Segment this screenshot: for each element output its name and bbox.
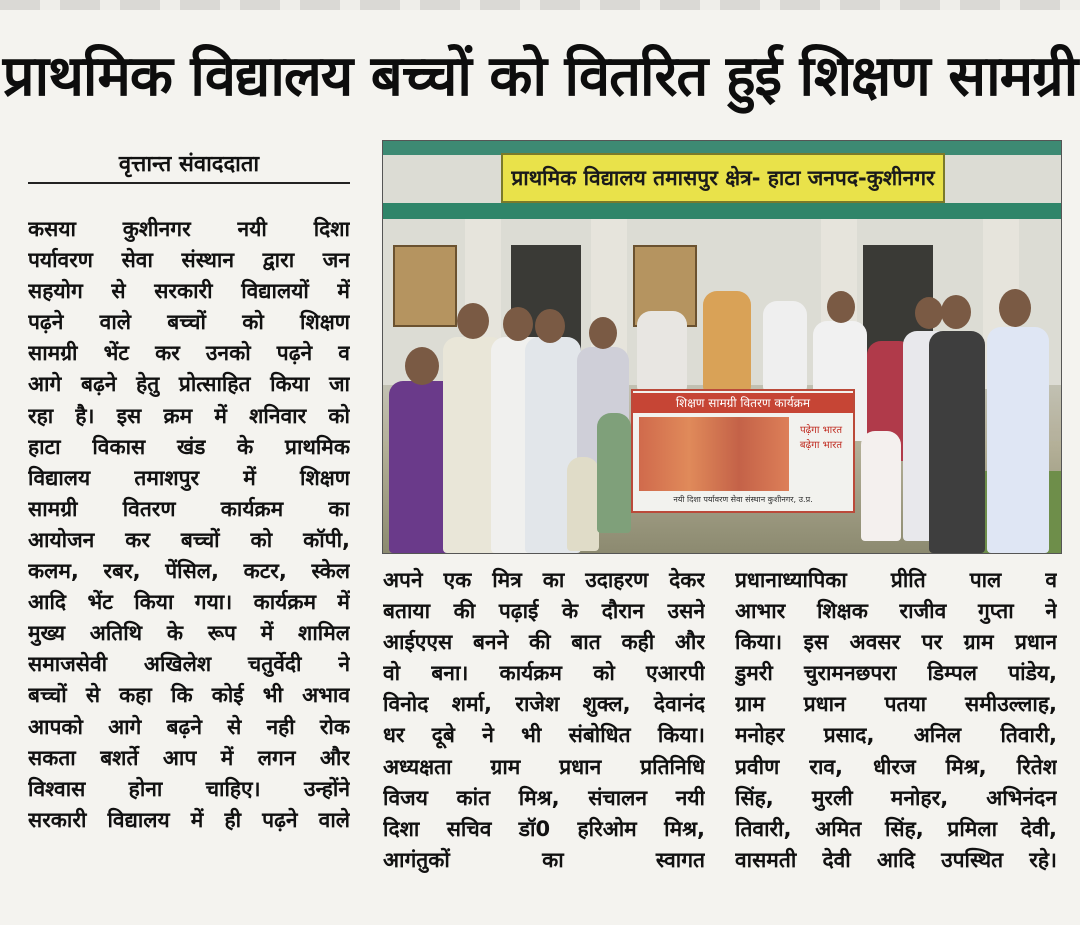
person [987, 327, 1049, 553]
person-head [915, 297, 943, 329]
text-line: दिशा सचिव डॉ0 हरिओम मिश्र, [383, 816, 705, 841]
text-line: विश्वास होना चाहिए। उन्होंने [28, 776, 350, 801]
person-head [503, 307, 533, 341]
text-line: पर्यावरण सेवा संस्थान द्वारा जन [28, 248, 350, 273]
article-column-3 [735, 565, 1057, 876]
school-signboard: प्राथमिक विद्यालय तमासपुर क्षेत्र- हाटा जनपद-कुशीनगर [501, 153, 945, 203]
byline: वृत्तान्त संवाददाता [28, 148, 350, 184]
article-column-1 [28, 214, 350, 836]
text-line: कलम, रबर, पेंसिल, कटर, स्केल [28, 559, 350, 584]
text-line: प्रवीण राव, धीरज मिश्र, रितेश [735, 754, 1057, 779]
text-line: सामग्री भेंट कर उनको पढ़ने व [28, 341, 350, 366]
text-line: वो बना। कार्यक्रम को एआरपी [383, 661, 705, 686]
person-head [999, 289, 1031, 327]
text-line: आपको आगे बढ़ने से नही रोक [28, 714, 350, 739]
text-line: वासमती देवी आदि उपस्थित रहे। [735, 847, 1057, 872]
person-head [827, 291, 855, 323]
news-photo [382, 140, 1062, 554]
text-line: ग्राम प्रधान पतया समीउल्लाह, [735, 692, 1057, 717]
text-line: विनोद शर्मा, राजेश शुक्ल, देवानंद [383, 692, 705, 717]
banner-slogan: पढ़ेगा भारत बढ़ेगा भारत [799, 425, 843, 451]
person [763, 301, 807, 391]
person [929, 331, 985, 553]
text-line: हाटा विकास खंड के प्राथमिक [28, 434, 350, 459]
child [597, 413, 631, 533]
text-line: धर दूबे ने भी संबोधित किया। [383, 723, 705, 748]
article-column-2 [383, 565, 705, 876]
text-line: आगंतुकों का स्वागत [383, 847, 705, 872]
text-line: प्रधानाध्यापिका प्रीति पाल व [735, 568, 1057, 592]
text-line: आदि भेंट किया गया। कार्यक्रम में [28, 590, 350, 615]
previous-article-strip [0, 0, 1080, 10]
text-line: सामग्री वितरण कार्यक्रम का [28, 496, 350, 521]
notice-board [393, 245, 457, 327]
text-line: अध्यक्षता ग्राम प्रधान प्रतिनिधि [383, 754, 705, 779]
child [567, 457, 599, 551]
text-line: रहा है। इस क्रम में शनिवार को [28, 403, 350, 428]
text-line: सकता बशर्ते आप में लगन और [28, 745, 350, 770]
text-line: डुमरी चुरामनछपरा डिम्पल पांडेय, [735, 661, 1057, 686]
banner-group-photo [639, 417, 789, 491]
person-head [941, 295, 971, 329]
person-head [535, 309, 565, 343]
text-line: समाजसेवी अखिलेश चतुर्वेदी ने [28, 652, 350, 677]
headline: प्राथमिक विद्यालय बच्चों को वितरित हुई शिक्षण सामग्री [2, 44, 1078, 109]
text-line: मुख्य अतिथि के रूप में शामिल [28, 621, 350, 646]
person-head [457, 303, 489, 339]
green-band [383, 203, 1061, 219]
text-line: आभार शिक्षक राजीव गुप्ता ने [735, 599, 1057, 624]
text-line: आईएएस बनने की बात कही और [383, 630, 705, 655]
banner-title: शिक्षण सामग्री वितरण कार्यक्रम [633, 393, 853, 413]
text-line: सहयोग से सरकारी विद्यालयों में [28, 279, 350, 304]
person-head [589, 317, 617, 349]
text-line: आयोजन कर बच्चों को कॉपी, [28, 527, 350, 552]
text-line: आगे बढ़ने हेतु प्रोत्साहित किया जा [28, 372, 350, 397]
text-line: किया। इस अवसर पर ग्राम प्रधान [735, 630, 1057, 655]
child [861, 431, 901, 541]
text-line: सिंह, मुरली मनोहर, अभिनंदन [735, 785, 1057, 810]
person [703, 291, 751, 391]
text-line: सरकारी विद्यालय में ही पढ़ने वाले [28, 807, 350, 832]
text-line: कसया कुशीनगर नयी दिशा [28, 217, 350, 241]
text-line: बच्चों से कहा कि कोई भी अभाव [28, 683, 350, 708]
person-head [405, 347, 439, 385]
text-line: तिवारी, अमित सिंह, प्रमिला देवी, [735, 816, 1057, 841]
text-line: अपने एक मित्र का उदाहरण देकर [383, 568, 705, 592]
text-line: विजय कांत मिश्र, संचालन नयी [383, 785, 705, 810]
banner-footer: नयी दिशा पर्यावरण सेवा संस्थान कुशीनगर, उ.प्र. [673, 495, 813, 504]
person [637, 311, 687, 391]
event-flex-banner [631, 389, 855, 513]
text-line: पढ़ने वाले बच्चों को शिक्षण [28, 310, 350, 335]
text-line: बताया की पढ़ाई के दौरान उसने [383, 599, 705, 624]
text-line: मनोहर प्रसाद, अनिल तिवारी, [735, 723, 1057, 748]
text-line: विद्यालय तमाशपुर में शिक्षण [28, 465, 350, 490]
